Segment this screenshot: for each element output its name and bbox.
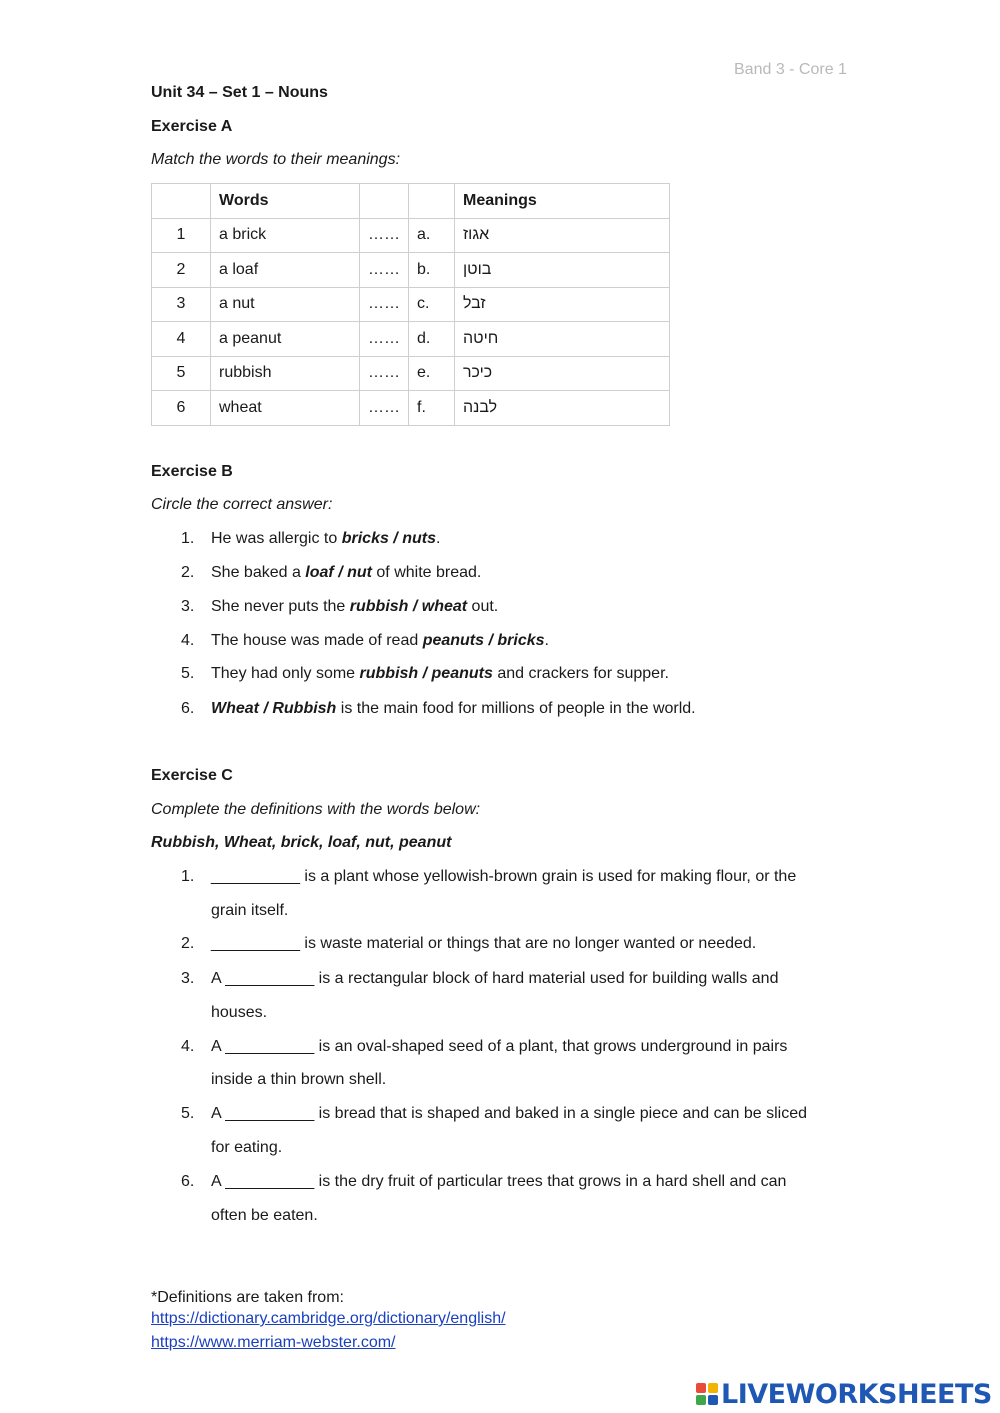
item-sentence [211,530,440,548]
sentence-start: They had only some [211,665,360,682]
header-blank-cell [360,184,409,219]
answer-choice[interactable]: rubbish / wheat [349,598,468,615]
table-row [152,391,670,426]
row-letter: d. [409,322,455,357]
definition-line-continued: inside a thin brown shell. [211,1071,387,1088]
header-words: Words [211,184,360,219]
definition-line[interactable]: A __________ is an oval-shaped seed of a plant, that grows underground in pairs [211,1038,788,1055]
item-number: 3. [181,598,195,615]
row-number: 4 [152,322,211,357]
sentence-end: is the main food for millions of people in the world. [336,700,696,717]
sentence-end: . [435,530,441,547]
header-band: Band 3 - Core 1 [734,61,847,78]
definition-line[interactable]: A __________ is the dry fruit of particular trees that grows in a hard shell and can [211,1173,787,1190]
item-number: 2. [181,935,195,952]
row-meaning: חיטה [455,322,670,357]
sentence-end: and crackers for supper. [492,665,669,682]
item-number: 5. [181,665,195,682]
header-meanings: Meanings [455,184,670,219]
item-sentence [211,632,549,650]
item-number: 1. [181,530,195,547]
answer-choice[interactable]: Wheat / Rubbish [211,700,337,717]
answer-choice[interactable]: bricks / nuts [341,530,436,547]
row-number: 3 [152,287,211,322]
sentence-end: of white bread. [371,564,482,581]
answer-blank[interactable]: …… [360,218,409,253]
row-word: a peanut [211,322,360,357]
table-header-row [152,184,670,219]
sentence-start: She baked a [211,564,306,581]
answer-choice[interactable]: loaf / nut [305,564,372,581]
definition-line-continued: houses. [211,1004,268,1021]
definition-line-continued: grain itself. [211,902,289,919]
row-meaning: בוטן [455,253,670,288]
item-number: 6. [181,1173,195,1190]
answer-blank[interactable]: …… [360,322,409,357]
header-num-cell [152,184,211,219]
word-bank: Rubbish, Wheat, brick, loaf, nut, peanut [151,834,452,851]
exercise-b-instruction: Circle the correct answer: [151,496,333,513]
row-meaning: זבל [455,287,670,322]
sentence-end: . [544,632,549,649]
row-letter: c. [409,287,455,322]
row-number: 6 [152,391,211,426]
row-word: a nut [211,287,360,322]
answer-blank[interactable]: …… [360,287,409,322]
definition-line[interactable]: A __________ is a rectangular block of hard material used for building walls and [211,970,779,987]
row-word: a brick [211,218,360,253]
row-word: wheat [211,391,360,426]
row-number: 5 [152,356,211,391]
definition-line[interactable]: __________ is a plant whose yellowish-brown grain is used for making flour, or the [211,868,797,885]
row-letter: a. [409,218,455,253]
row-meaning: לבנה [455,391,670,426]
exercise-b-heading: Exercise B [151,463,233,480]
item-number: 4. [181,632,195,649]
row-number: 2 [152,253,211,288]
definition-line[interactable]: __________ is waste material or things that are no longer wanted or needed. [211,935,757,952]
row-meaning: אגוז [455,218,670,253]
sentence-end: out. [467,598,499,615]
merriam-webster-link[interactable]: https://www.merriam-webster.com/ [151,1334,396,1351]
sentence-start: He was allergic to [211,530,342,547]
row-word: a loaf [211,253,360,288]
item-number: 6. [181,700,195,717]
row-number: 1 [152,218,211,253]
liveworksheets-mark-icon [696,1383,718,1405]
logo-text: LIVEWORKSHEETS [721,1378,992,1410]
row-letter: b. [409,253,455,288]
row-word: rubbish [211,356,360,391]
exercise-a-instruction: Match the words to their meanings: [151,151,401,168]
definition-line[interactable]: A __________ is bread that is shaped and baked in a single piece and can be sliced [211,1105,807,1122]
answer-choice[interactable]: rubbish / peanuts [359,665,493,682]
item-number: 4. [181,1038,195,1055]
table-row [152,322,670,357]
exercise-a-heading: Exercise A [151,118,233,135]
answer-blank[interactable]: …… [360,253,409,288]
definition-line-continued: often be eaten. [211,1207,318,1224]
item-sentence [211,665,669,683]
page-title: Unit 34 – Set 1 – Nouns [151,84,328,101]
row-letter: f. [409,391,455,426]
item-number: 1. [181,868,195,885]
answer-choice[interactable]: peanuts / bricks [422,632,545,649]
header-letter-cell [409,184,455,219]
cambridge-link[interactable]: https://dictionary.cambridge.org/dictionary/english/ [151,1310,506,1327]
answer-blank[interactable]: …… [360,391,409,426]
item-sentence [211,564,481,582]
sentence-start: She never puts the [211,598,350,615]
item-sentence [211,700,696,718]
row-meaning: כיכר [455,356,670,391]
item-number: 2. [181,564,195,581]
item-number: 3. [181,970,195,987]
matching-table [151,183,670,426]
table-row [152,253,670,288]
table-row [152,287,670,322]
liveworksheets-logo[interactable] [696,1377,992,1411]
exercise-c-heading: Exercise C [151,767,233,784]
definition-line-continued: for eating. [211,1139,283,1156]
row-letter: e. [409,356,455,391]
item-number: 5. [181,1105,195,1122]
exercise-c-instruction: Complete the definitions with the words below: [151,801,481,818]
sentence-start: The house was made of read [211,632,423,649]
item-sentence [211,598,498,616]
sources-note: *Definitions are taken from: [151,1289,344,1306]
answer-blank[interactable]: …… [360,356,409,391]
table-row [152,356,670,391]
table-row [152,218,670,253]
